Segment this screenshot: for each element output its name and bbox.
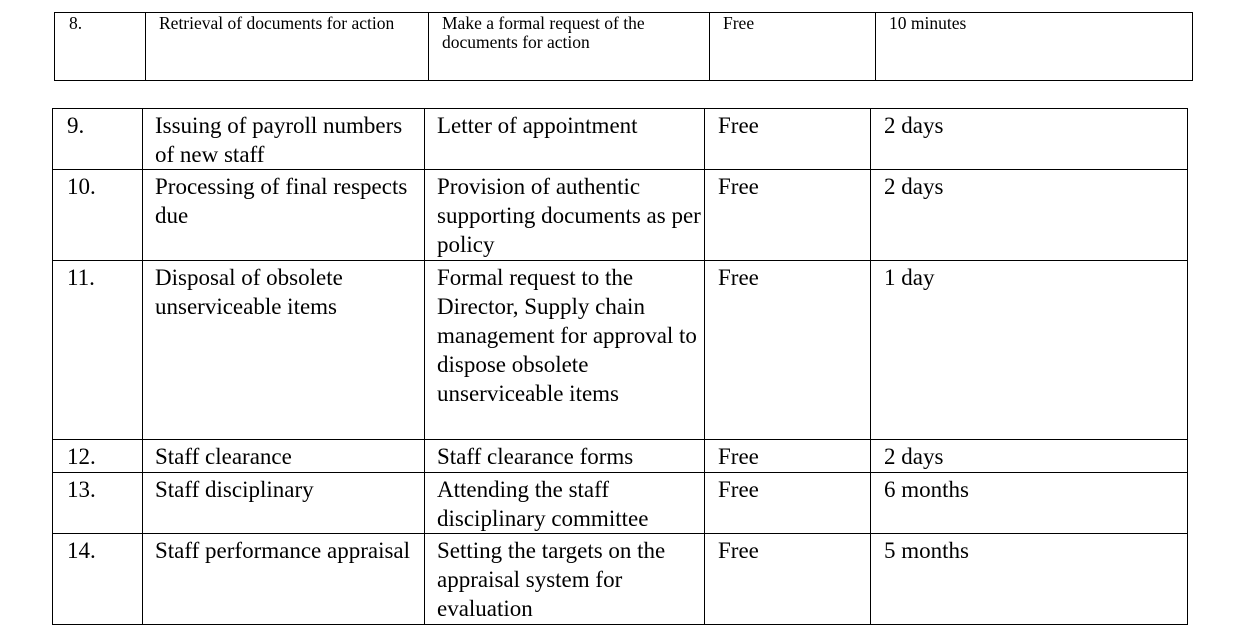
service-timeline: 6 months xyxy=(871,473,1188,534)
service-description: Disposal of obsolete unserviceable items xyxy=(143,261,425,440)
row-number: 11. xyxy=(53,261,143,440)
row-number: 14. xyxy=(53,534,143,625)
row-number: 10. xyxy=(53,170,143,261)
service-requirement: Attending the staff disciplinary committee xyxy=(425,473,705,534)
service-charge: Free xyxy=(705,170,871,261)
service-timeline: 2 days xyxy=(871,440,1188,473)
service-charter-table-top xyxy=(54,12,1193,81)
service-timeline: 2 days xyxy=(871,170,1188,261)
service-description: Staff performance appraisal xyxy=(143,534,425,625)
service-timeline: 2 days xyxy=(871,109,1188,170)
service-description: Staff clearance xyxy=(143,440,425,473)
service-timeline: 5 months xyxy=(871,534,1188,625)
service-charge: Free xyxy=(705,440,871,473)
service-requirement: Formal request to the Director, Supply chain management for approval to dispose obsolete unserviceable items xyxy=(425,261,705,440)
service-description: Issuing of payroll numbers of new staff xyxy=(143,109,425,170)
service-description: Staff disciplinary xyxy=(143,473,425,534)
service-charge: Free xyxy=(705,534,871,625)
service-description: Processing of final respects due xyxy=(143,170,425,261)
table-row xyxy=(53,170,1188,261)
table-row xyxy=(53,473,1188,534)
service-timeline: 10 minutes xyxy=(876,13,1193,81)
row-number: 8. xyxy=(55,13,146,81)
row-number: 13. xyxy=(53,473,143,534)
service-charter-table-main xyxy=(52,108,1188,625)
table-row xyxy=(53,261,1188,440)
table-row xyxy=(53,109,1188,170)
table-row xyxy=(53,534,1188,625)
service-requirement: Make a formal request of the documents for action xyxy=(429,13,710,81)
service-charge: Free xyxy=(710,13,876,81)
service-requirement: Staff clearance forms xyxy=(425,440,705,473)
service-requirement: Letter of appointment xyxy=(425,109,705,170)
table-row xyxy=(53,440,1188,473)
service-charge: Free xyxy=(705,473,871,534)
service-timeline: 1 day xyxy=(871,261,1188,440)
service-description: Retrieval of documents for action xyxy=(146,13,429,81)
table-row xyxy=(55,13,1193,81)
row-number: 9. xyxy=(53,109,143,170)
service-charge: Free xyxy=(705,261,871,440)
row-number: 12. xyxy=(53,440,143,473)
service-charge: Free xyxy=(705,109,871,170)
service-requirement: Setting the targets on the appraisal system for evaluation xyxy=(425,534,705,625)
service-requirement: Provision of authentic supporting documents as per policy xyxy=(425,170,705,261)
